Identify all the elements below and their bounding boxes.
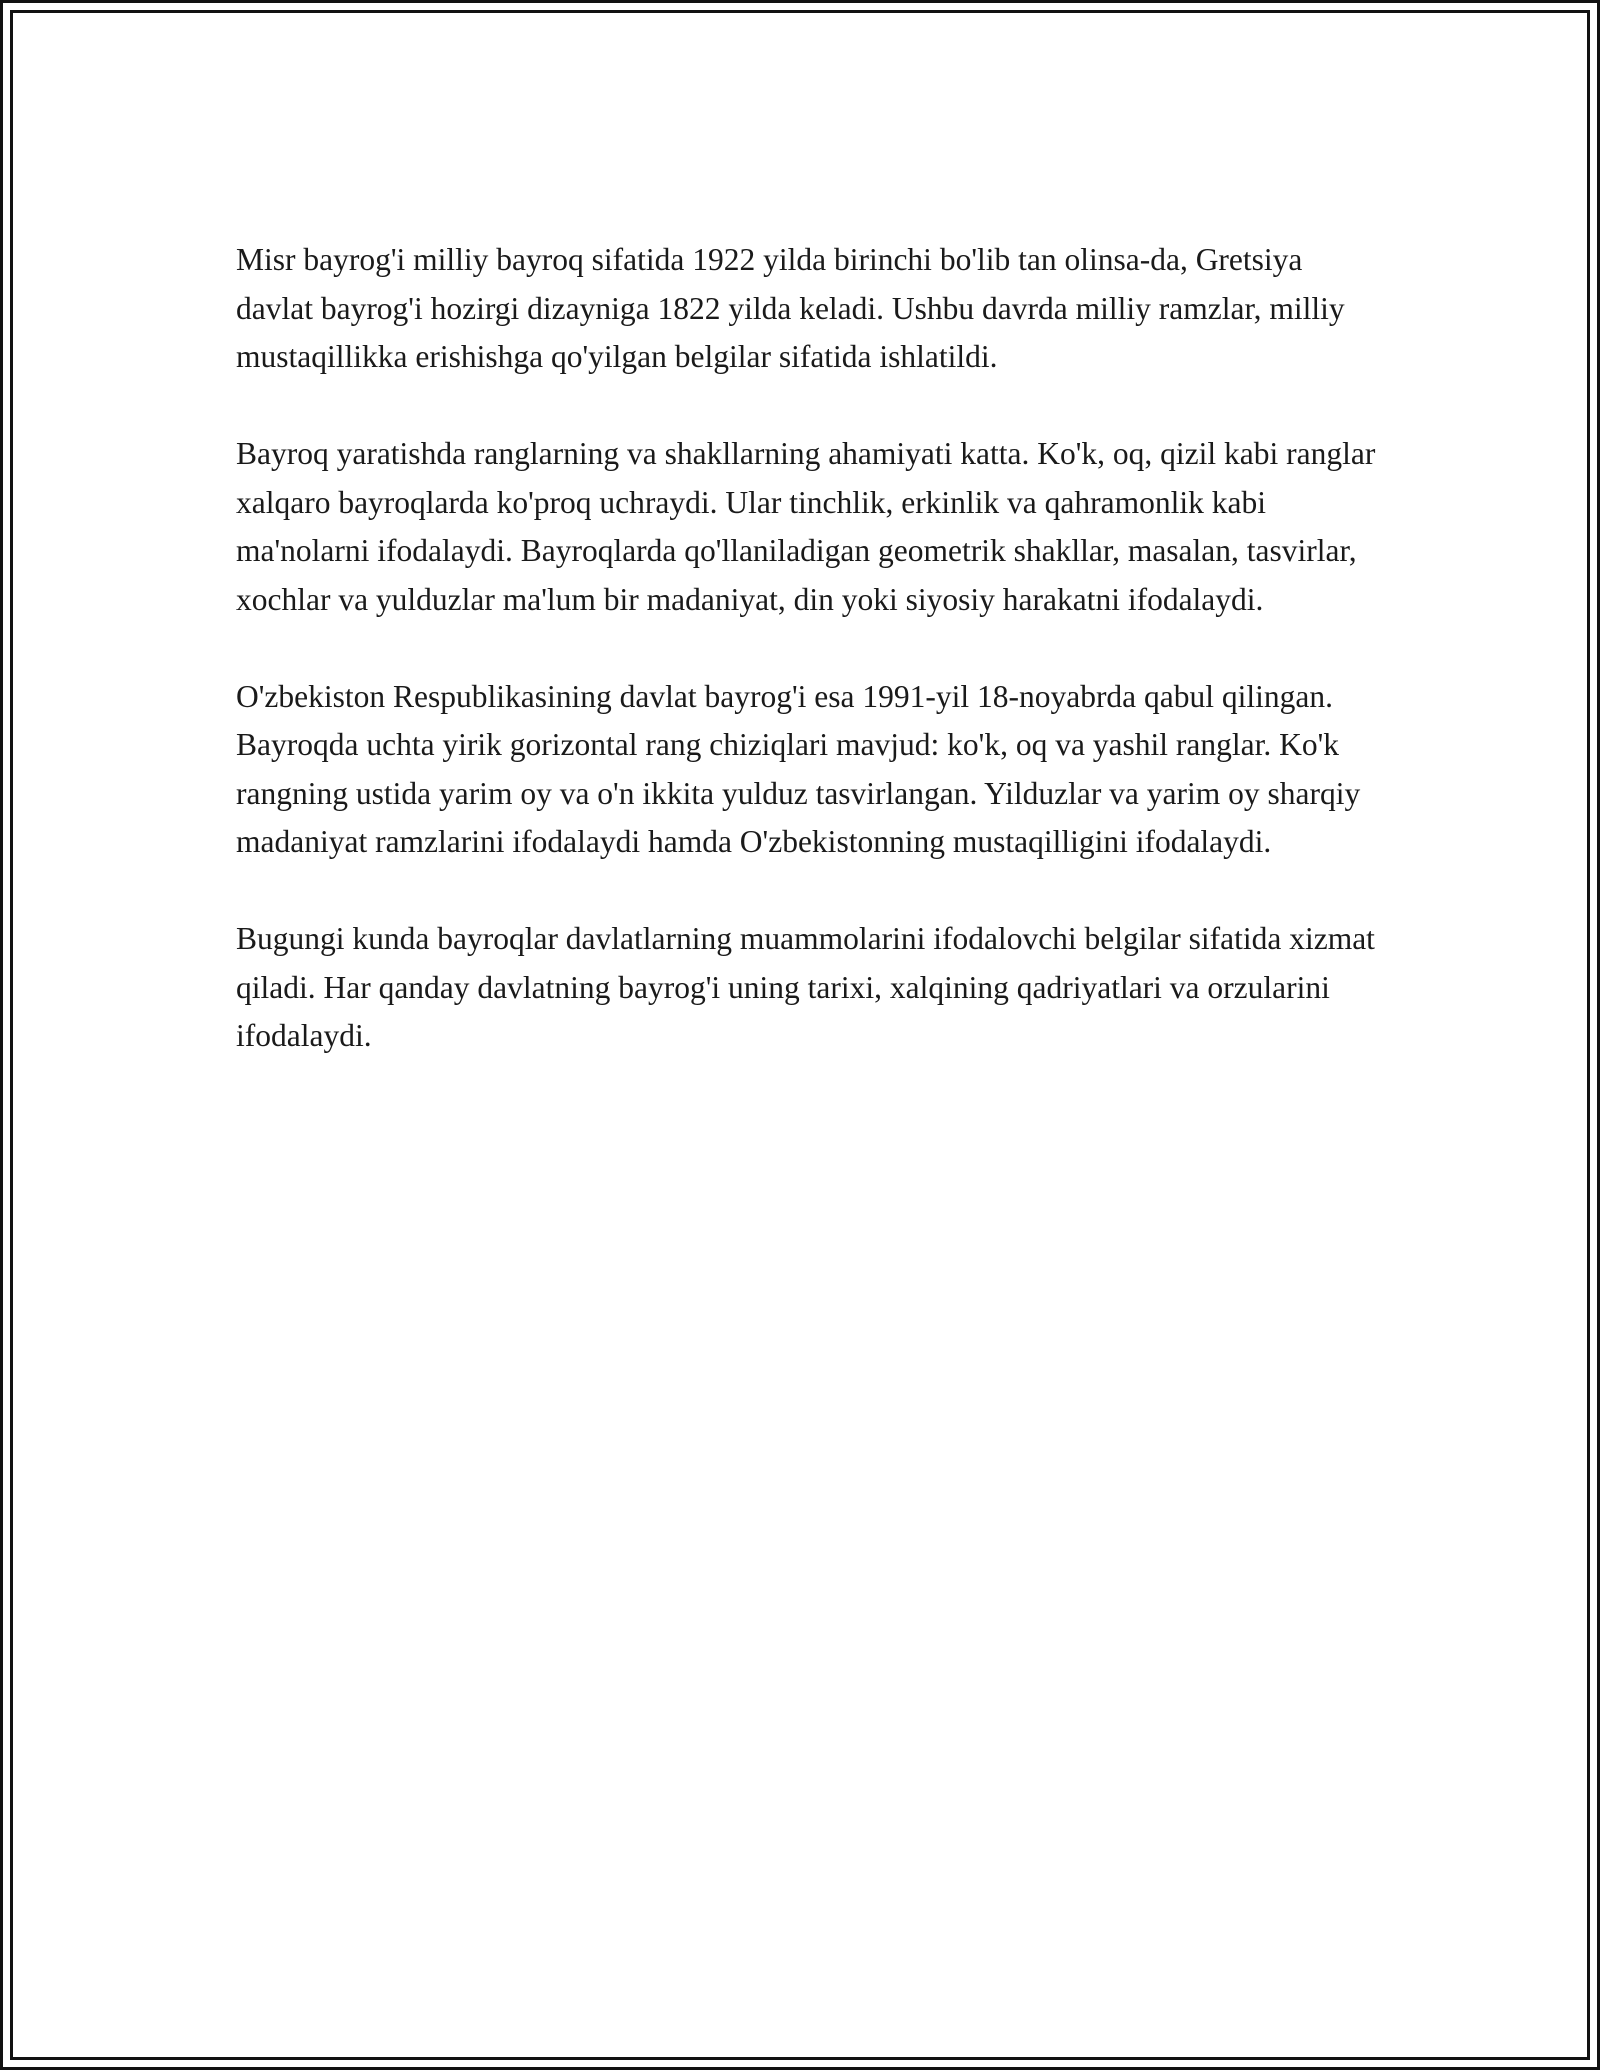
paragraph-2: Bayroq yaratishda ranglarning va shakllarning ahamiyati katta. Ko'k, oq, qizil kabi ranglar xalqaro bayroqlarda ko'proq uchraydi. Ular tinchlik, erkinlik va qahramonlik kabi ma'nolarni ifodalaydi. Bayroqlarda qo'llaniladigan geometrik shakllar, masalan, tasvirlar, xochlar va yulduzlar ma'lum bir madaniyat, din yoki siyosiy harakatni ifodalaydi.	[236, 436, 1376, 617]
paragraph-4: Bugungi kunda bayroqlar davlatlarning muammolarini ifodalovchi belgilar sifatida xizmat qiladi. Har qanday davlatning bayrog'i uning tarixi, xalqining qadriyatlari va orzularini ifodalaydi.	[236, 921, 1375, 1053]
paragraph-3: O'zbekiston Respublikasining davlat bayrog'i esa 1991-yil 18-noyabrda qabul qilingan. Bayroqda uchta yirik gorizontal rang chiziqlari mavjud: ko'k, oq va yashil ranglar. Ko'k rangning ustida yarim oy va o'n ikkita yulduz tasvirlangan. Yilduzlar va yarim oy sharqiy madaniyat ramzlarini ifodalaydi hamda O'zbekistonning mustaqilligini ifodalaydi.	[236, 678, 1361, 859]
document-body	[236, 236, 1376, 1109]
paragraph-1: Misr bayrog'i milliy bayroq sifatida 1922 yilda birinchi bo'lib tan olinsa-da, Gretsiya davlat bayrog'i hozirgi dizayniga 1822 yilda keladi. Ushbu davrda milliy ramzlar, milliy mustaqillikka erishishga qo'yilgan belgilar sifatida ishlatildi.	[236, 242, 1345, 374]
